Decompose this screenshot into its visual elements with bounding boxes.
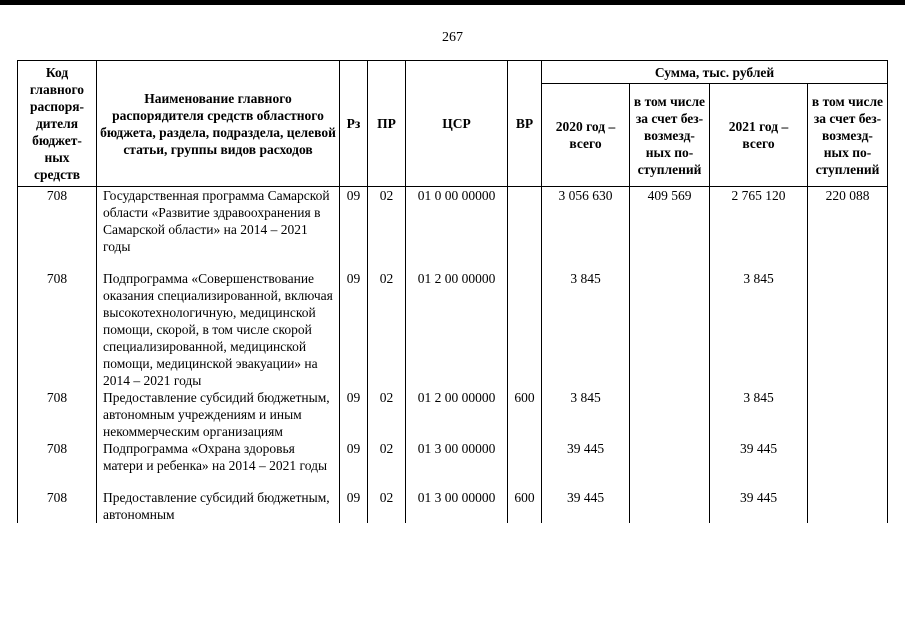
header-name: Наименование главного распорядителя средств областного бюджета, раздела, подраздела, целевой статьи, группы видов расходов <box>97 61 340 187</box>
cell-csr: 01 2 00 00000 <box>406 389 508 440</box>
cell-name: Предоставление субсидий бюджетным, автономным учреждениям и иным некоммерческим организациям <box>97 389 340 440</box>
cell-rz: 09 <box>340 440 368 489</box>
cell-name: Подпрограмма «Совершенствование оказания специализированной, включая высокотехнологичную, медицинской помощи, скорой, в том числе скорой специализированной, медицинской помощи, медицинской эвакуации» на 2014 – 2021 годы <box>97 270 340 389</box>
header-sum-group: Сумма, тыс. рублей <box>542 61 888 84</box>
cell-2021-free: 220 088 <box>808 187 888 271</box>
table-row <box>18 440 888 489</box>
cell-vr: 600 <box>508 389 542 440</box>
cell-rz: 09 <box>340 489 368 523</box>
cell-2021-total: 3 845 <box>710 270 808 389</box>
cell-pr: 02 <box>368 270 406 389</box>
cell-2020-free <box>630 270 710 389</box>
cell-name: Подпрограмма «Охрана здоровья матери и ребенка» на 2014 – 2021 годы <box>97 440 340 489</box>
cell-rz: 09 <box>340 270 368 389</box>
cell-2020-total: 3 056 630 <box>542 187 630 271</box>
header-csr: ЦСР <box>406 61 508 187</box>
cell-2020-free <box>630 489 710 523</box>
header-rz: Рз <box>340 61 368 187</box>
cell-rz: 09 <box>340 389 368 440</box>
cell-2021-total: 3 845 <box>710 389 808 440</box>
cell-2021-total: 2 765 120 <box>710 187 808 271</box>
cell-kod: 708 <box>18 440 97 489</box>
cell-name: Государственная программа Самарской области «Развитие здравоохранения в Самарской области» на 2014 – 2021 годы <box>97 187 340 271</box>
table-row <box>18 187 888 271</box>
cell-2020-total: 3 845 <box>542 389 630 440</box>
header-kod: Код главного распоря-дителя бюджет-ных средств <box>18 61 97 187</box>
budget-table <box>17 60 888 523</box>
cell-csr: 01 0 00 00000 <box>406 187 508 271</box>
cell-rz: 09 <box>340 187 368 271</box>
header-2021-total: 2021 год – всего <box>710 84 808 187</box>
table-row <box>18 489 888 523</box>
cell-2021-total: 39 445 <box>710 440 808 489</box>
cell-2020-total: 39 445 <box>542 440 630 489</box>
cell-2020-total: 39 445 <box>542 489 630 523</box>
cell-vr <box>508 440 542 489</box>
cell-pr: 02 <box>368 489 406 523</box>
cell-vr <box>508 187 542 271</box>
cell-2021-free <box>808 270 888 389</box>
cell-2021-free <box>808 389 888 440</box>
header-2020-total: 2020 год – всего <box>542 84 630 187</box>
header-2021-free: в том числе за счет без-возмезд-ных по-ступлений <box>808 84 888 187</box>
header-pr: ПР <box>368 61 406 187</box>
page-number: 267 <box>442 30 463 45</box>
header-vr: ВР <box>508 61 542 187</box>
cell-kod: 708 <box>18 489 97 523</box>
cell-2020-free: 409 569 <box>630 187 710 271</box>
cell-name: Предоставление субсидий бюджетным, автономным <box>97 489 340 523</box>
cell-2021-total: 39 445 <box>710 489 808 523</box>
cell-csr: 01 3 00 00000 <box>406 489 508 523</box>
cell-2020-free <box>630 389 710 440</box>
header-2020-free: в том числе за счет без-возмезд-ных по-ступлений <box>630 84 710 187</box>
cell-csr: 01 2 00 00000 <box>406 270 508 389</box>
cell-vr <box>508 270 542 389</box>
cell-kod: 708 <box>18 389 97 440</box>
table-row <box>18 270 888 389</box>
cell-pr: 02 <box>368 440 406 489</box>
cell-kod: 708 <box>18 187 97 271</box>
cell-2021-free <box>808 440 888 489</box>
cell-2020-free <box>630 440 710 489</box>
cell-vr: 600 <box>508 489 542 523</box>
cell-kod: 708 <box>18 270 97 389</box>
cell-pr: 02 <box>368 389 406 440</box>
cell-csr: 01 3 00 00000 <box>406 440 508 489</box>
cell-2021-free <box>808 489 888 523</box>
cell-2020-total: 3 845 <box>542 270 630 389</box>
table-row <box>18 389 888 440</box>
scan-top-border <box>0 0 905 5</box>
cell-pr: 02 <box>368 187 406 271</box>
